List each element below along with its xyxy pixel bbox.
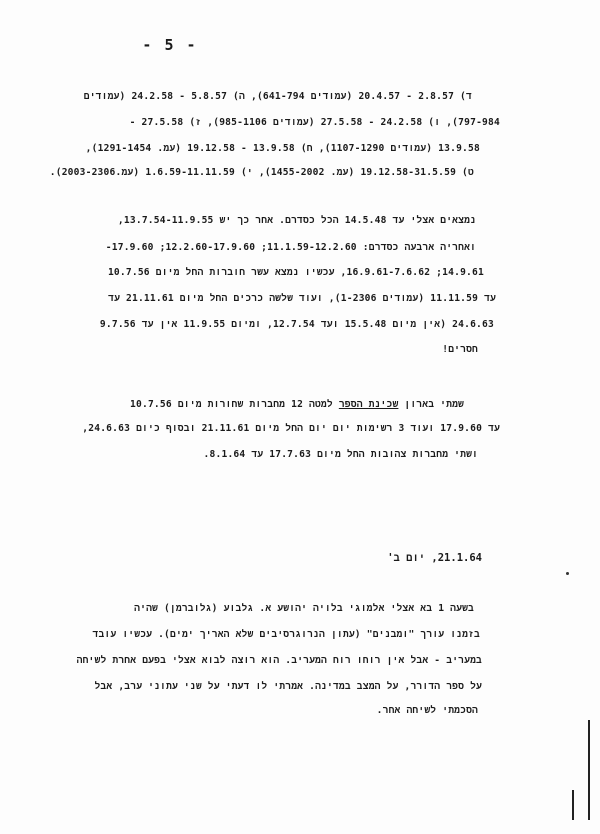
text-line: הסכמתי לשיחה אחר.: [376, 705, 478, 716]
text-line: ט) 19.12.58-31.5.59 (עמ. 1455-2002), י) 1.6.59-11.11.59 (עמ.2003-2306).: [49, 167, 474, 178]
text-fragment: שמתי בארון: [398, 399, 464, 410]
text-line: 797-984), ו) 24.2.58 - 27.5.58 (עמודים 985-1106), ז) 27.5.58 -: [129, 117, 500, 128]
text-line: בזמנו עורך "ומבנים" (עתון הנרוגרסיבים שלא האריך ימים). עכשיו עובד: [92, 629, 480, 640]
text-line: בשעה 1 בא אצלי אלמוגי בלויה יהושע א. גלבוע (גלוברמן) שהיה: [134, 603, 474, 614]
text-line: [130, 398, 464, 412]
scan-edge-mark: [588, 720, 590, 820]
text-line: 14.9.61; 16.9.61-7.6.62, עכשיו נמצא עשר חוברות החל מיום 10.7.56: [107, 267, 484, 278]
text-line: עד 17.9.60 ועוד 3 רשימות יום יום החל מיום 21.11.61 ובסוף כיום 24.6.63,: [82, 423, 500, 434]
underlined-fragment: שכינת הספר: [338, 399, 399, 410]
text-line: ד) 2.8.57 - 20.4.57 (עמודים 641-794), ה) 5.8.57 - 24.2.58 (עמודים: [83, 91, 472, 102]
text-line: עד 11.11.59 (עמודים 1-2306), ועוד שלשה כרכים החל מיום 21.11.61 עד: [108, 293, 496, 304]
text-line: 13.9.58 (עמודים 1107-1290), ח) 13.9.58 - 19.12.58 (עמ. 1291-1454),: [85, 143, 480, 154]
page-number: - 5 -: [142, 36, 198, 54]
text-line: חסרים!: [442, 344, 478, 355]
text-line: נמצאים אצלי עד 14.5.48 הכל כסדרם. אחר כך יש 13.7.54-11.9.55,: [117, 215, 476, 226]
text-fragment: למטה 12 מחברות שחורות מיום 10.7.56: [130, 399, 339, 410]
text-line: על ספר הדורר, על המצב במדינה. אמרתי לו דעתי על שני עתוני ערב, אבל: [94, 681, 482, 692]
text-line: במעריב - אבל אין רוחו רוח המעריב. הוא רוצה לבוא אצלי בפעם אחרת לשיחה: [76, 655, 482, 666]
text-line: ושתי מחברות צהובות החל מיום 17.7.63 עד 8.1.64.: [203, 449, 478, 460]
entry-date: 21.1.64, יום ב': [387, 552, 482, 564]
scan-edge-mark: [572, 790, 574, 820]
scan-speck: [566, 572, 569, 575]
text-line: 24.6.63 (אין מיום 15.5.48 ועד 12.7.54, ומיום 11.9.55 אין עד 9.7.56: [99, 319, 494, 330]
text-line: ואחריה ארבעה כסדרם: 11.1.59-12.2.60; 12.2.60-17.9.60; 17.9.60-: [105, 242, 476, 253]
